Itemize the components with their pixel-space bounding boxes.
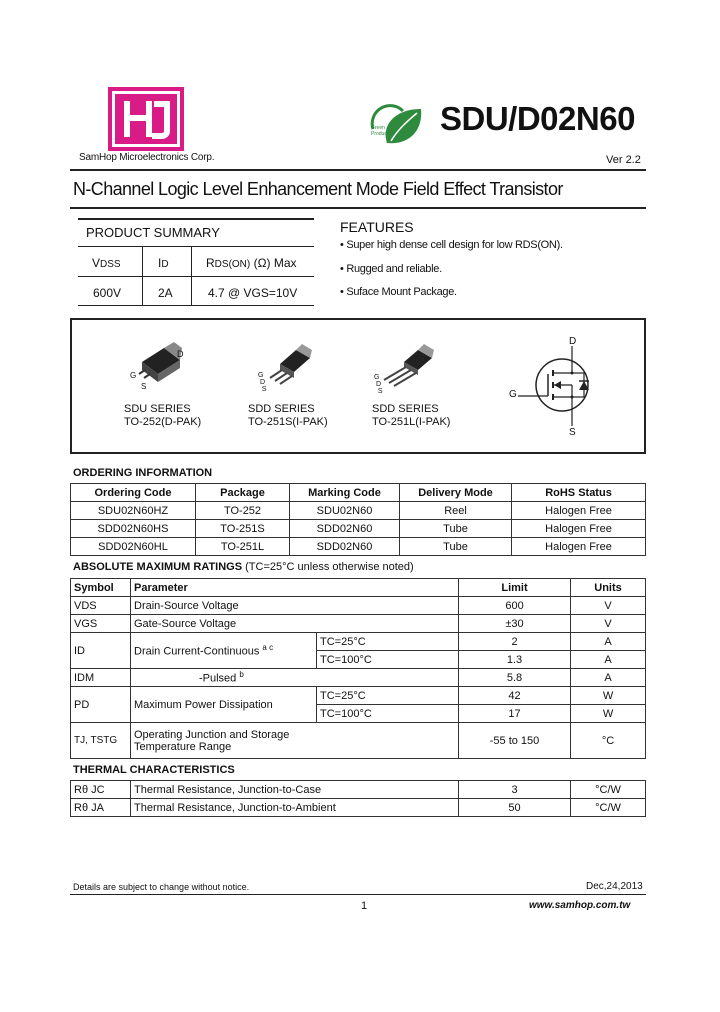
- cell: 2: [459, 633, 571, 651]
- ordering-heading: ORDERING INFORMATION: [73, 467, 213, 479]
- cell: 17: [459, 705, 571, 723]
- to251l-package-icon: [378, 342, 438, 390]
- cell: TO-251S: [196, 520, 290, 538]
- column-header: Delivery Mode: [400, 484, 512, 502]
- cell: Operating Junction and Storage Temperature Range: [131, 723, 459, 759]
- cell: Reel: [400, 502, 512, 520]
- website-link[interactable]: www.samhop.com.tw: [529, 900, 631, 911]
- package-type-label: TO-252(D-PAK): [124, 416, 202, 428]
- table-row: [71, 781, 646, 799]
- summary-value-rds: 4.7 @ VGS=10V: [208, 286, 298, 300]
- table-row: [71, 687, 646, 705]
- features-heading: FEATURES: [340, 219, 414, 235]
- pin-label: S: [569, 427, 576, 438]
- column-header: Marking Code: [290, 484, 400, 502]
- column-header: Limit: [459, 579, 571, 597]
- page-number: 1: [361, 900, 368, 912]
- package-series-label: SDU SERIES: [124, 403, 191, 415]
- cell: V: [571, 597, 646, 615]
- column-header: Package: [196, 484, 290, 502]
- absmax-heading: ABSOLUTE MAXIMUM RATINGS (TC=25°C unless otherwise noted): [73, 561, 414, 573]
- cell: 600: [459, 597, 571, 615]
- symbol-cell: IDM: [71, 669, 131, 687]
- cell: Tube: [400, 520, 512, 538]
- table-row: [71, 633, 646, 651]
- feature-item: • Rugged and reliable.: [340, 263, 442, 275]
- cell: TO-251L: [196, 538, 290, 556]
- pin-label: D: [569, 336, 577, 347]
- cell: SDD02N60HL: [71, 538, 196, 556]
- version: Ver 2.2: [606, 154, 641, 166]
- pin-labels-gds: G D S: [374, 374, 383, 395]
- cell: °C: [571, 723, 646, 759]
- summary-header-vdss: VDSS: [92, 256, 121, 270]
- column-header: Ordering Code: [71, 484, 196, 502]
- pin-label: S: [141, 382, 147, 391]
- cell: 50: [459, 799, 571, 817]
- cell: °C/W: [571, 781, 646, 799]
- cell: Halogen Free: [512, 502, 646, 520]
- pin-label: G: [130, 371, 137, 380]
- summary-heading: PRODUCT SUMMARY: [86, 225, 220, 240]
- cell: Maximum Power Dissipation: [131, 687, 317, 723]
- date: Dec,24,2013: [586, 881, 643, 892]
- cell: TO-252: [196, 502, 290, 520]
- pin-labels-gds: G D S: [258, 372, 267, 393]
- cell: Halogen Free: [512, 520, 646, 538]
- cell: Drain Current-Continuous $^{a c}$: [131, 633, 317, 669]
- summary-header-rds: RDS(ON) (Ω) Max: [206, 256, 297, 270]
- green-product-text: Green Product: [371, 125, 389, 137]
- package-series-label: SDD SERIES: [248, 403, 315, 415]
- column-header: RoHS Status: [512, 484, 646, 502]
- table-row: [71, 520, 646, 538]
- cell: TC=25°C: [317, 687, 459, 705]
- page-title: N-Channel Logic Level Enhancement Mode Field Effect Transistor: [73, 179, 563, 199]
- cell: A: [571, 669, 646, 687]
- table-header-row: [71, 579, 646, 597]
- cell: -Pulsed $^b$: [131, 669, 459, 687]
- disclaimer: Details are subject to change without notice.: [73, 882, 250, 892]
- part-number: SDU/D02N60: [440, 100, 635, 137]
- column-header: Symbol: [71, 579, 131, 597]
- cell: Drain-Source Voltage: [131, 597, 459, 615]
- feature-item: • Suface Mount Package.: [340, 286, 457, 298]
- cell: 3: [459, 781, 571, 799]
- cell: °C/W: [571, 799, 646, 817]
- cell: Thermal Resistance, Junction-to-Case: [131, 781, 459, 799]
- cell: ±30: [459, 615, 571, 633]
- cell: TC=100°C: [317, 651, 459, 669]
- absmax-table: [70, 578, 646, 759]
- cell: W: [571, 705, 646, 723]
- cell: W: [571, 687, 646, 705]
- cell: Tube: [400, 538, 512, 556]
- table-row: [71, 615, 646, 633]
- cell: -55 to 150: [459, 723, 571, 759]
- pin-label: D: [177, 349, 184, 359]
- symbol-cell: ID: [71, 633, 131, 669]
- cell: SDU02N60: [290, 502, 400, 520]
- summary-header-id: ID: [158, 256, 169, 270]
- thermal-table: [70, 780, 646, 817]
- table-row: [71, 723, 646, 759]
- symbol-cell: PD: [71, 687, 131, 723]
- cell: TC=25°C: [317, 633, 459, 651]
- table-row: [71, 669, 646, 687]
- to251s-package-icon: [258, 342, 318, 390]
- cell: Halogen Free: [512, 538, 646, 556]
- cell: 1.3: [459, 651, 571, 669]
- cell: 42: [459, 687, 571, 705]
- symbol-cell: VDS: [71, 597, 131, 615]
- mosfet-symbol: [518, 346, 598, 426]
- table-header-row: [71, 484, 646, 502]
- cell: SDD02N60HS: [71, 520, 196, 538]
- thermal-heading: THERMAL CHARACTERISTICS: [73, 764, 235, 776]
- cell: SDU02N60HZ: [71, 502, 196, 520]
- package-type-label: TO-251L(I-PAK): [372, 416, 451, 428]
- package-series-label: SDD SERIES: [372, 403, 439, 415]
- cell: Thermal Resistance, Junction-to-Ambient: [131, 799, 459, 817]
- symbol-cell: TJ, TSTG: [71, 723, 131, 759]
- table-row: [71, 799, 646, 817]
- table-row: [71, 538, 646, 556]
- company-logo: [108, 87, 184, 151]
- summary-value-vdss: 600V: [93, 286, 122, 300]
- symbol-cell: VGS: [71, 615, 131, 633]
- cell: SDD02N60: [290, 538, 400, 556]
- cell: SDD02N60: [290, 520, 400, 538]
- company-name: SamHop Microelectronics Corp.: [79, 152, 215, 163]
- cell: Gate-Source Voltage: [131, 615, 459, 633]
- table-row: [71, 502, 646, 520]
- cell: V: [571, 615, 646, 633]
- cell: A: [571, 633, 646, 651]
- table-row: [71, 597, 646, 615]
- column-header: Units: [571, 579, 646, 597]
- column-header: Parameter: [131, 579, 459, 597]
- cell: A: [571, 651, 646, 669]
- symbol-cell: Rθ JA: [71, 799, 131, 817]
- cell: 5.8: [459, 669, 571, 687]
- to252-package-icon: [128, 340, 188, 390]
- ordering-table: [70, 483, 646, 556]
- summary-value-id: 2A: [158, 286, 173, 300]
- cell: TC=100°C: [317, 705, 459, 723]
- pin-label: G: [509, 389, 517, 400]
- package-type-label: TO-251S(I-PAK): [248, 416, 328, 428]
- symbol-cell: Rθ JC: [71, 781, 131, 799]
- feature-item: • Super high dense cell design for low RDS(ON).: [340, 239, 563, 251]
